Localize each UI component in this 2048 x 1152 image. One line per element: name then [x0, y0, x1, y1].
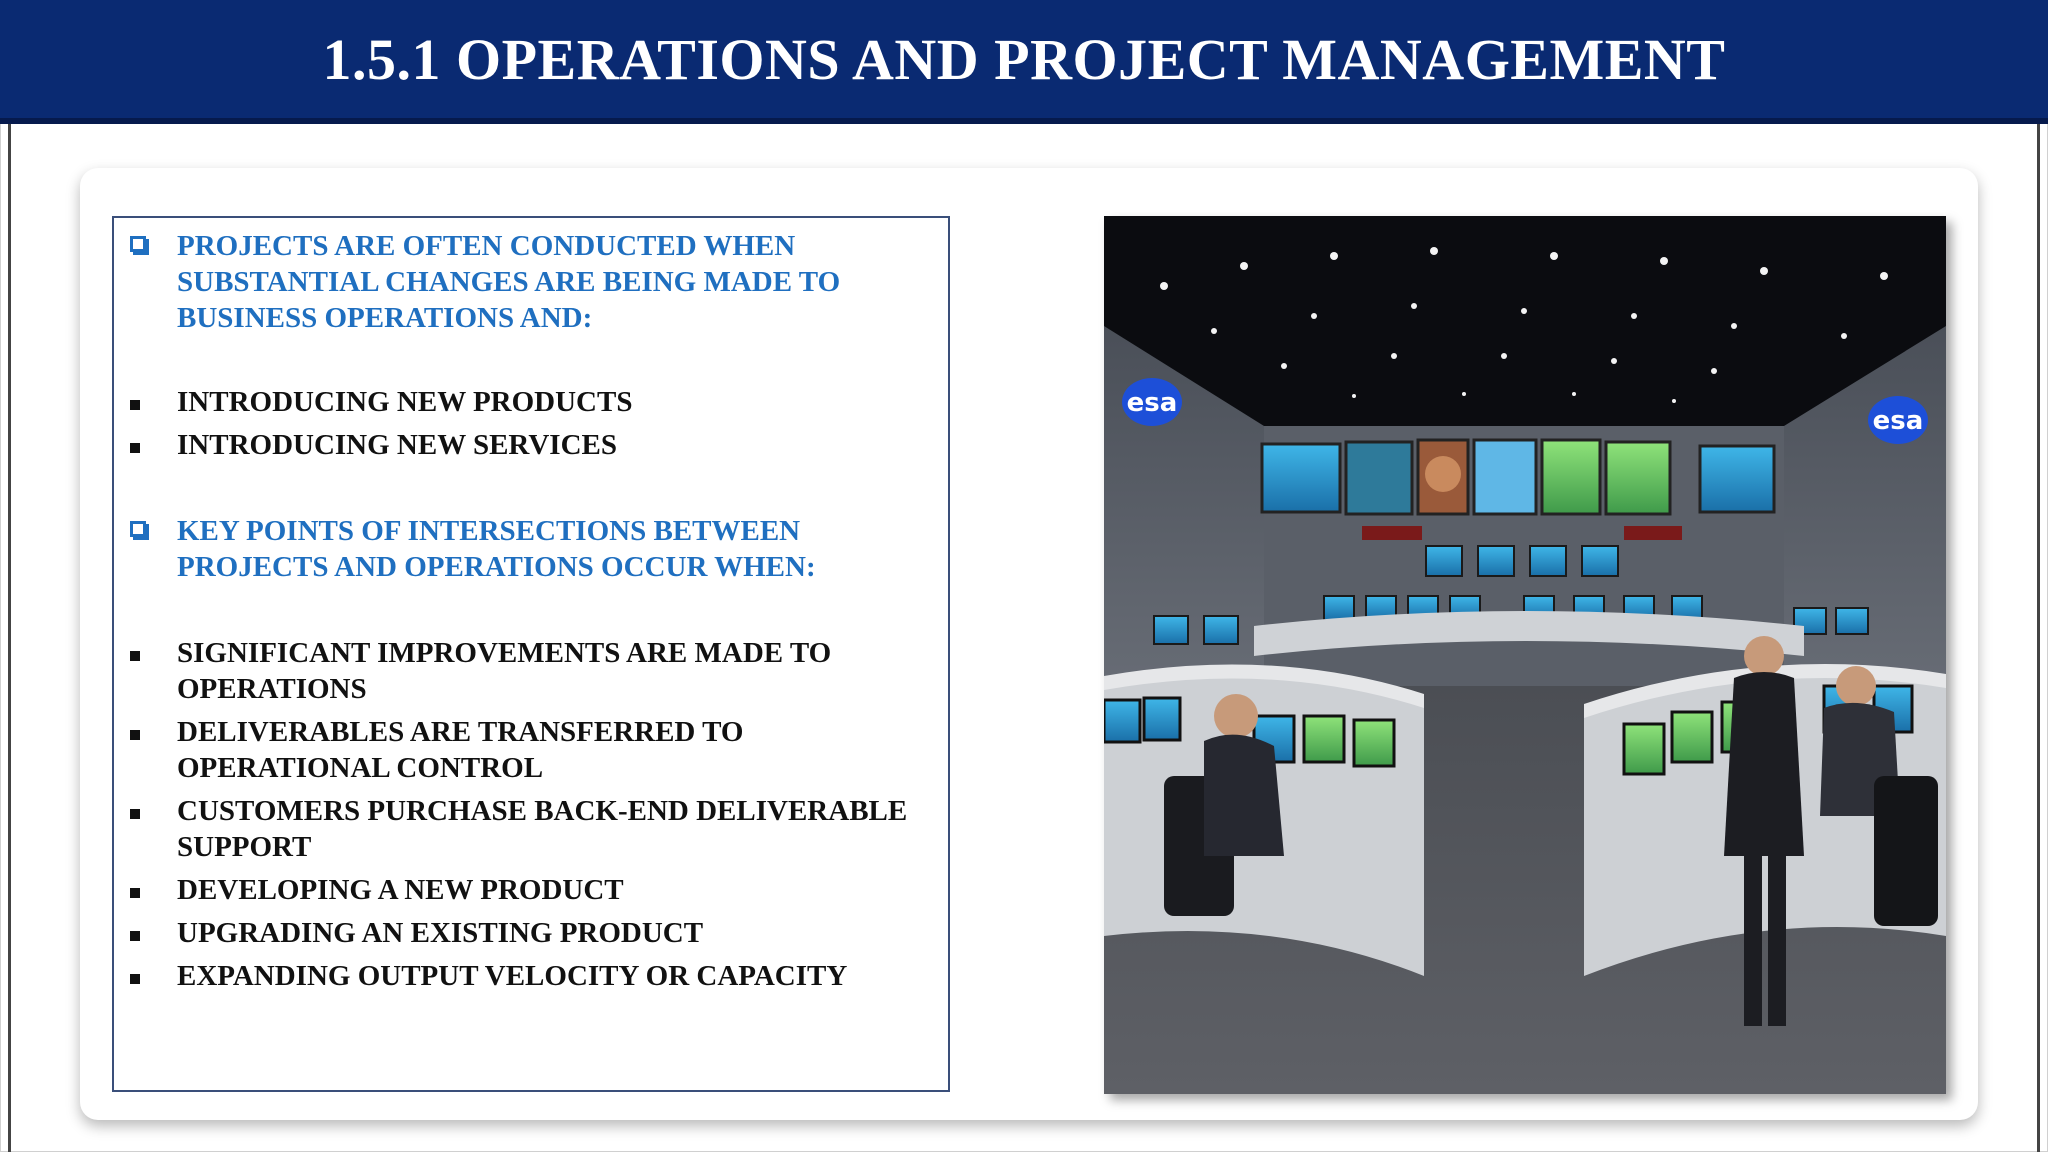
bullet-text: DEVELOPING A NEW PRODUCT [177, 874, 624, 906]
svg-text:esa: esa [1872, 406, 1924, 436]
bullet-text: UPGRADING AN EXISTING PRODUCT [177, 917, 704, 949]
right-border [2037, 124, 2040, 1152]
list-item [114, 714, 948, 793]
bullet-text: INTRODUCING NEW PRODUCTS [177, 386, 633, 418]
bullet-text: INTRODUCING NEW SERVICES [177, 429, 617, 461]
esa-logo-left [1122, 378, 1182, 426]
esa-logo-right [1868, 396, 1928, 444]
slide-title: 1.5.1 OPERATIONS AND PROJECT MANAGEMENT [322, 26, 1726, 92]
section-1-heading-text: PROJECTS ARE OFTEN CONDUCTED WHEN SUBSTANTIAL CHANGES ARE BEING MADE TO BUSINESS OPERATIONS AND: [177, 230, 841, 334]
photo-illustration [1104, 216, 1946, 1094]
section-2-heading-text: KEY POINTS OF INTERSECTIONS BETWEEN PROJECTS AND OPERATIONS OCCUR WHEN: [177, 515, 816, 583]
square-bullet-icon [130, 651, 140, 661]
svg-text:esa: esa [1126, 388, 1178, 418]
list-item [114, 872, 948, 915]
hollow-square-bullet-icon [130, 521, 146, 537]
section-2-bullets [114, 635, 948, 994]
section-1-bullets [114, 384, 948, 463]
front-left-console [1104, 664, 1424, 976]
list-item [114, 958, 948, 994]
bullet-text: CUSTOMERS PURCHASE BACK-END DELIVERABLE SUPPORT [177, 795, 908, 863]
square-bullet-icon [130, 400, 140, 410]
list-item [114, 793, 948, 872]
square-bullet-icon [130, 974, 140, 984]
bullet-text: DELIVERABLES ARE TRANSFERRED TO OPERATIONAL CONTROL [177, 716, 744, 784]
section-1-heading [114, 228, 948, 336]
hollow-square-bullet-icon [130, 236, 146, 252]
square-bullet-icon [130, 888, 140, 898]
title-bar [0, 0, 2048, 124]
list-item [114, 635, 948, 714]
square-bullet-icon [130, 730, 140, 740]
square-bullet-icon [130, 443, 140, 453]
list-item [114, 427, 948, 463]
text-box [112, 216, 950, 1092]
left-border [8, 124, 11, 1152]
bullet-text: SIGNIFICANT IMPROVEMENTS ARE MADE TO OPERATIONS [177, 637, 832, 705]
list-item [114, 384, 948, 427]
section-1 [114, 228, 948, 336]
section-2 [114, 513, 948, 585]
mission-control-room-photo [1104, 216, 1946, 1094]
square-bullet-icon [130, 809, 140, 819]
bullet-text: EXPANDING OUTPUT VELOCITY OR CAPACITY [177, 960, 848, 992]
square-bullet-icon [130, 931, 140, 941]
section-2-heading [114, 513, 948, 585]
list-item [114, 915, 948, 958]
